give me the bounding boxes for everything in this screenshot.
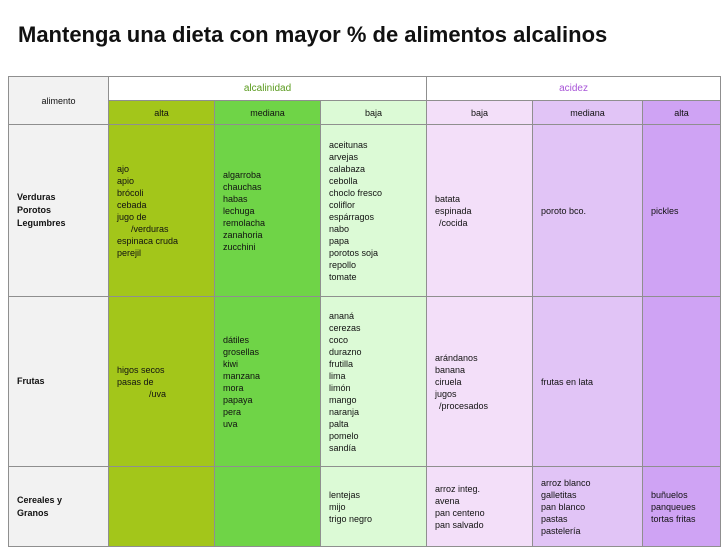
food-item: jugos [435,388,457,399]
food-item: durazno [329,346,362,357]
food-item: pera [223,406,242,417]
alimento-header: alimento [9,77,109,125]
food-item: pickles [651,205,679,216]
level-acida-mediana: mediana [533,101,643,125]
food-item: trigo negro [329,513,373,524]
food-item: calabaza [329,163,366,174]
row-label-line: Legumbres [17,218,66,228]
level-alcalina-mediana: mediana [215,101,321,125]
food-item: frutas en lata [541,376,594,387]
food-item: pan salvado [435,519,484,530]
food-item: uva [223,418,238,429]
acidez-header: acidez [427,77,721,101]
page-title: Mantenga una dieta con mayor % de alimentos alcalinos [18,22,608,47]
cell-frutas-acida-alta [643,297,721,467]
food-item: grosellas [223,346,260,357]
food-item: mora [223,382,244,393]
food-item: tortas fritas [651,513,696,524]
food-item: banana [435,364,466,375]
food-item: galletitas [541,489,577,500]
row-label-verduras [9,125,109,297]
food-item: mango [329,394,357,405]
table-row [9,297,721,467]
food-item: coco [329,334,349,345]
food-item: arándanos [435,352,478,363]
food-item: papaya [223,394,253,405]
food-item: /procesados [439,400,489,411]
cell-cereales-alcalina-mediana [215,467,321,547]
row-label-line: Granos [17,507,49,518]
food-item: nabo [329,223,350,234]
row-label-line: Porotos [17,205,52,215]
food-item: panqueues [651,501,696,512]
food-item: cebolla [329,175,358,186]
level-acida-baja: baja [427,101,533,125]
food-item: espinada [435,205,472,216]
food-item: /cocida [439,217,468,228]
food-item: zanahoria [223,229,263,240]
cell-verduras-acida-baja [427,125,533,297]
food-item: frutilla [329,358,354,369]
cell-frutas-alcalina-alta [109,297,215,467]
cell-cereales-alcalina-alta [109,467,215,547]
cell-verduras-alcalina-baja [321,125,427,297]
level-acida-alta: alta [643,101,721,125]
food-item: arvejas [329,151,359,162]
food-item: pan blanco [541,501,586,512]
food-item: /uva [149,388,167,399]
cell-cereales-acida-baja [427,467,533,547]
food-item: remolacha [223,217,266,228]
cell-cereales-alcalina-baja [321,467,427,547]
food-item: brócoli [117,187,144,198]
food-item: repollo [329,259,357,270]
food-item: buñuelos [651,489,688,500]
food-item: limón [329,382,351,393]
food-item: pan centeno [435,507,485,518]
food-item: chauchas [223,181,262,192]
food-item: naranja [329,406,360,417]
cell-verduras-alcalina-alta [109,125,215,297]
food-item: habas [223,193,248,204]
food-item: zucchini [223,241,256,252]
food-item: pastas [541,513,568,524]
level-alcalina-alta: alta [109,101,215,125]
food-item: pastelería [541,525,581,536]
food-item: algarroba [223,169,262,180]
food-item: porotos soja [329,247,379,258]
food-item: higos secos [117,364,165,375]
cell-frutas-alcalina-baja [321,297,427,467]
table-row [9,125,721,297]
row-label-line: Verduras [17,192,56,202]
food-item: kiwi [223,358,238,369]
row-label-line: Cereales y [17,494,63,505]
level-alcalina-baja: baja [321,101,427,125]
food-item: perejil [117,247,142,258]
food-item: pasas de [117,376,154,387]
food-item: batata [435,193,461,204]
row-label-cereales [9,467,109,547]
cell-verduras-acida-alta [643,125,721,297]
alcalinidad-header: alcalinidad [109,77,427,101]
food-item: ciruela [435,376,462,387]
food-item: palta [329,418,349,429]
food-item: jugo de [117,211,147,222]
cell-frutas-acida-mediana [533,297,643,467]
table-row [9,467,721,547]
food-item: manzana [223,370,261,381]
cell-frutas-alcalina-mediana [215,297,321,467]
row-label-frutas [9,297,109,467]
food-item: arroz integ. [435,483,481,494]
food-item: coliflor [329,199,356,210]
food-item: ananá [329,310,355,321]
food-item: apio [117,175,135,186]
cell-verduras-acida-mediana [533,125,643,297]
food-item: tomate [329,271,357,282]
food-item: papa [329,235,350,246]
food-item: cebada [117,199,147,210]
food-table [8,76,721,547]
food-item: aceitunas [329,139,368,150]
food-item: ajo [117,163,130,174]
cell-frutas-acida-baja [427,297,533,467]
cell-verduras-alcalina-mediana [215,125,321,297]
food-item: poroto bco. [541,205,587,216]
food-item: lentejas [329,489,361,500]
food-item: espárragos [329,211,375,222]
food-item: lima [329,370,346,381]
cell-cereales-acida-mediana [533,467,643,547]
food-item: pomelo [329,430,359,441]
food-item: /verduras [131,223,169,234]
food-item: choclo fresco [329,187,383,198]
food-item: avena [435,495,460,506]
food-item: arroz blanco [541,477,591,488]
food-item: cerezas [329,322,361,333]
food-item: mijo [329,501,346,512]
food-item: lechuga [223,205,255,216]
food-item: dátiles [223,334,250,345]
food-item: espinaca cruda [117,235,179,246]
cell-cereales-acida-alta [643,467,721,547]
food-item: sandía [329,442,357,453]
row-label-line: Frutas [17,376,45,386]
